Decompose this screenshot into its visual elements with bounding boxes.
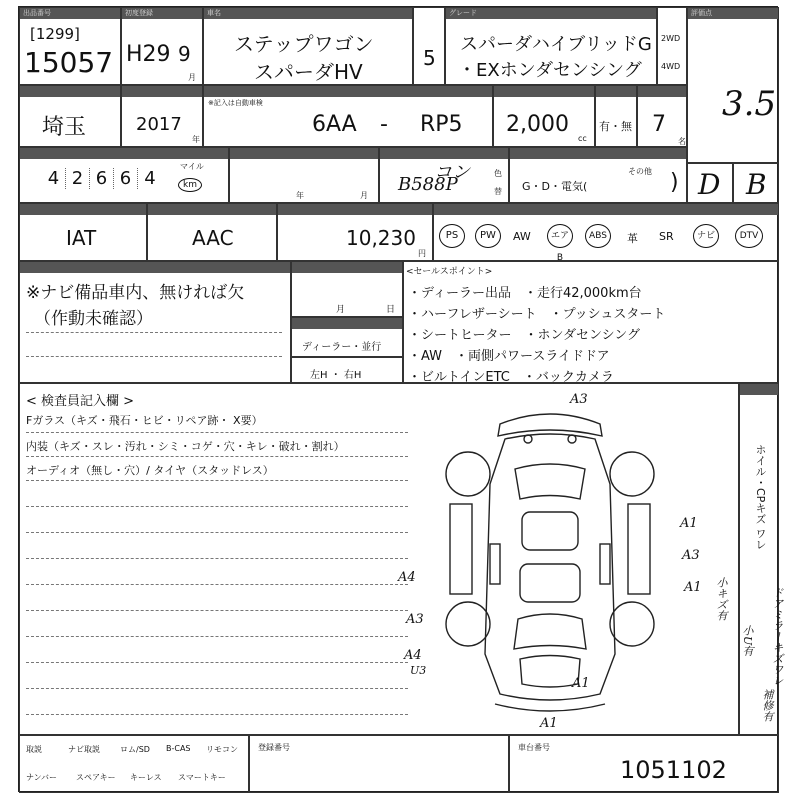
inspector-rule (26, 688, 408, 689)
vehicle-number: 1051102 (620, 756, 727, 784)
mileage-digit: 2 (66, 168, 90, 189)
sales-point: ・シートヒーター ・ホンダセンシング (408, 328, 641, 343)
drive-cell (657, 7, 687, 85)
color-handwritten: コン (434, 162, 470, 183)
accessory: ナビ取説 (68, 745, 100, 754)
remarks-cell (19, 261, 291, 383)
doors-cell (413, 7, 445, 85)
model-prefix: 6AA (312, 112, 357, 137)
model-cell (203, 85, 493, 147)
sales-point: ・ディーラー出品 ・走行42,000km台 (408, 286, 642, 301)
equipment-header (434, 204, 778, 215)
displacement: 2,000 (506, 112, 569, 137)
side-note: 小U有 (741, 625, 754, 657)
interior-grade-cell (687, 163, 733, 203)
fuel-other: その他 (628, 167, 652, 176)
cc-unit: cc (578, 134, 587, 143)
inspection-year-unit: 年 (296, 191, 304, 200)
model-header (204, 86, 492, 97)
equipment-leather: 革 (627, 232, 638, 245)
recycle-fee: 10,230 (346, 226, 416, 250)
capacity-header (638, 86, 686, 97)
import-header (292, 318, 402, 329)
side-note: 小キズ有 (715, 577, 728, 621)
handle-label: 左H ・ 右H (310, 370, 362, 381)
aircon: AAC (192, 226, 234, 250)
car-name-line-1: ステップワゴン (234, 32, 374, 56)
year-ad: 2017 (136, 114, 182, 135)
model-note: ※記入は自動車検 (208, 99, 263, 107)
vehicle-inspection-cell (229, 147, 379, 203)
accessory: スマートキー (178, 773, 226, 782)
reg-number-label: 登録番号 (258, 743, 290, 752)
displacement-header (494, 86, 594, 97)
grade-header: グレード (446, 8, 656, 19)
inspector-rule (26, 432, 408, 433)
inspection-header (596, 86, 636, 97)
accessory: リモコン (206, 745, 238, 754)
yen-unit: 円 (418, 249, 426, 258)
inspector-title: < 検査員記入欄 > (26, 394, 135, 409)
damage-mark: A1 (684, 580, 702, 595)
drive-2wd: 2WD (661, 34, 681, 43)
remarks-rule (26, 332, 282, 333)
color-label: 色 (494, 169, 502, 178)
era-year: H29 (126, 42, 171, 67)
damage-mark: A1 (572, 676, 590, 691)
reg-date-day: 日 (386, 305, 396, 315)
region-header (20, 86, 120, 97)
year-header (122, 86, 202, 97)
equipment-ps: PS (439, 224, 465, 248)
remark-line-2: （作動未確認） (34, 309, 153, 329)
accessory: B-CAS (166, 744, 191, 753)
lot-bracket: [1299] (30, 25, 80, 43)
score-cell (687, 7, 779, 163)
transmission: IAT (66, 226, 97, 250)
inspection-month-unit: 月 (360, 191, 368, 200)
remarks-rule (26, 356, 282, 357)
mileage-digit: 4 (144, 168, 156, 189)
sales-points-cell (403, 261, 779, 383)
side-note: 補修有 (761, 689, 774, 722)
registration-date-cell (291, 261, 403, 317)
accessories-cell (19, 735, 249, 793)
year-unit: 年 (192, 135, 200, 144)
front-right-wheel (610, 602, 654, 646)
rear-bumper-outline (498, 414, 602, 436)
inspector-rule (26, 506, 408, 507)
mileage-digit: 4 (42, 168, 66, 189)
equipment-sunroof: SR (659, 230, 674, 243)
grade-line-1: スパーダハイブリッドG (460, 34, 652, 55)
damage-mark: A3 (406, 612, 424, 627)
fuel-header (510, 148, 686, 159)
sales-title: <セールスポイント> (406, 267, 493, 277)
left-door (490, 544, 500, 584)
region-cell (19, 85, 121, 147)
rear-lamp (524, 435, 532, 443)
rear-window (515, 464, 585, 499)
right-side-panel (628, 504, 650, 594)
mileage-digits (42, 168, 162, 189)
import-cell (291, 317, 403, 357)
lot-header: 出品番号 (20, 8, 120, 19)
side-label: ホイル・CPキズ ワレ (754, 444, 767, 550)
first-reg-cell (121, 7, 203, 85)
recycle-header (278, 204, 432, 215)
sales-point: ・ビルトインETC ・バックカメラ (408, 370, 614, 383)
damage-mark: A3 (682, 548, 700, 563)
handle-cell (291, 357, 403, 383)
month-unit: 月 (188, 73, 196, 82)
color-change-label: 替 (494, 187, 502, 196)
equipment-abs: ABS (585, 224, 611, 248)
vehicle-number-label: 車台番号 (518, 743, 550, 752)
transmission-cell (19, 203, 147, 261)
damage-mark: A4 (398, 570, 416, 585)
vehicle-inspection-header (230, 148, 378, 159)
interior-grade: D (698, 168, 721, 201)
exterior-grade: B (746, 168, 767, 201)
reg-date-month: 月 (336, 305, 346, 315)
color-cell (379, 147, 509, 203)
score: 3.5 (722, 84, 777, 124)
mileage-header (20, 148, 228, 159)
equipment-dtv: DTV (735, 224, 763, 248)
mileage-digit: 6 (114, 168, 138, 189)
inspector-rule (26, 480, 408, 481)
recycle-cell (277, 203, 433, 261)
fuel-close: ) (670, 170, 679, 195)
inspector-rule (26, 714, 408, 715)
inspector-interior: 内装（キズ・スレ・汚れ・シミ・コゲ・穴・キレ・破れ・割れ） (26, 440, 345, 453)
damage-mark: A1 (540, 716, 558, 731)
fuel-cell (509, 147, 687, 203)
person-unit: 名 (678, 137, 686, 146)
dealer-label: ディーラー・並行 (302, 342, 382, 353)
damage-mark: A1 (680, 516, 698, 531)
damage-mark: U3 (410, 664, 427, 677)
auction-sheet (18, 6, 784, 792)
lot-cell (19, 7, 121, 85)
lot-number: 15057 (24, 46, 114, 79)
car-damage-diagram (420, 394, 680, 724)
roof-panel (522, 512, 578, 550)
windshield (514, 614, 586, 649)
grade-line-2: ・EXホンダセンシング (458, 60, 642, 81)
sales-point: ・ハーフレザーシート ・プッシュスタート (408, 307, 666, 322)
aircon-header (148, 204, 276, 215)
accessory: スペアキー (76, 773, 116, 782)
inspector-rule (26, 662, 408, 663)
sales-point: ・AW ・両側パワースライドドア (408, 349, 610, 364)
damage-mark: A3 (570, 392, 588, 407)
reg-month: 9 (178, 42, 191, 66)
front-left-wheel (446, 602, 490, 646)
inspector-rule (26, 636, 408, 637)
inspector-rule (26, 456, 408, 457)
color-code: B588P (398, 174, 458, 195)
doors: 5 (423, 46, 436, 70)
rear-left-wheel (446, 452, 490, 496)
remark-line-1: ※ナビ備品車内、無ければ欠 (26, 283, 245, 303)
side-notes-header (740, 384, 778, 395)
rear-right-wheel (610, 452, 654, 496)
displacement-cell (493, 85, 595, 147)
hood (520, 656, 580, 688)
car-name-cell (203, 7, 413, 85)
registration-number-cell (249, 735, 509, 793)
right-door (600, 544, 610, 584)
car-name-header: 車名 (204, 8, 412, 19)
inspector-rule (26, 610, 408, 611)
accessory: 取説 (26, 745, 42, 754)
body-outline (485, 434, 615, 700)
inspection: 有・無 (599, 120, 632, 133)
accessory: キーレス (130, 773, 162, 782)
capacity: 7 (652, 112, 666, 137)
year-cell (121, 85, 203, 147)
exterior-grade-cell (733, 163, 779, 203)
remarks-header (20, 262, 290, 273)
vehicle-number-cell (509, 735, 779, 793)
inspection-cell (595, 85, 637, 147)
mileage-cell (19, 147, 229, 203)
inspector-area (19, 383, 739, 735)
inspector-rule (26, 558, 408, 559)
front-bumper-outline (495, 704, 605, 711)
model-dash: - (380, 112, 388, 137)
equipment-pw: PW (475, 224, 501, 248)
equipment-aw: AW (513, 230, 531, 243)
capacity-cell (637, 85, 687, 147)
first-reg-header: 初度登録 (122, 8, 202, 19)
mileage-unit-mile: マイル (180, 162, 204, 171)
mileage-digit: 6 (90, 168, 114, 189)
equipment-airbag: エアB (547, 224, 573, 248)
side-note: ドアミラーキズワレ (771, 587, 784, 686)
region: 埼玉 (42, 115, 87, 140)
score-header: 評価点 (688, 8, 778, 19)
fuel-types: G・D・電気( (522, 180, 588, 193)
car-name-line-2: スパーダHV (254, 60, 363, 84)
aircon-cell (147, 203, 277, 261)
registration-date-header (292, 262, 402, 273)
accessory: ナンバー (26, 773, 58, 782)
transmission-header (20, 204, 146, 215)
inspector-rule (26, 532, 408, 533)
mileage-unit-km: km (178, 178, 202, 192)
inspector-glass: Fガラス（キズ・飛石・ヒビ・リペア跡・ X要） (26, 414, 263, 427)
inspector-audio-tire: オーディオ（無し・穴）/ タイヤ（スタッドレス） (26, 464, 274, 477)
accessory: ロム/SD (120, 745, 150, 754)
left-side-panel (450, 504, 472, 594)
model-code: RP5 (420, 112, 463, 137)
rear-lamp (568, 435, 576, 443)
damage-mark: A4 (404, 648, 422, 663)
grade-cell (445, 7, 657, 85)
drive-4wd: 4WD (661, 62, 681, 71)
roof-panel (520, 564, 580, 602)
equipment-navi: ナビ (693, 224, 719, 248)
inspector-rule (26, 584, 408, 585)
